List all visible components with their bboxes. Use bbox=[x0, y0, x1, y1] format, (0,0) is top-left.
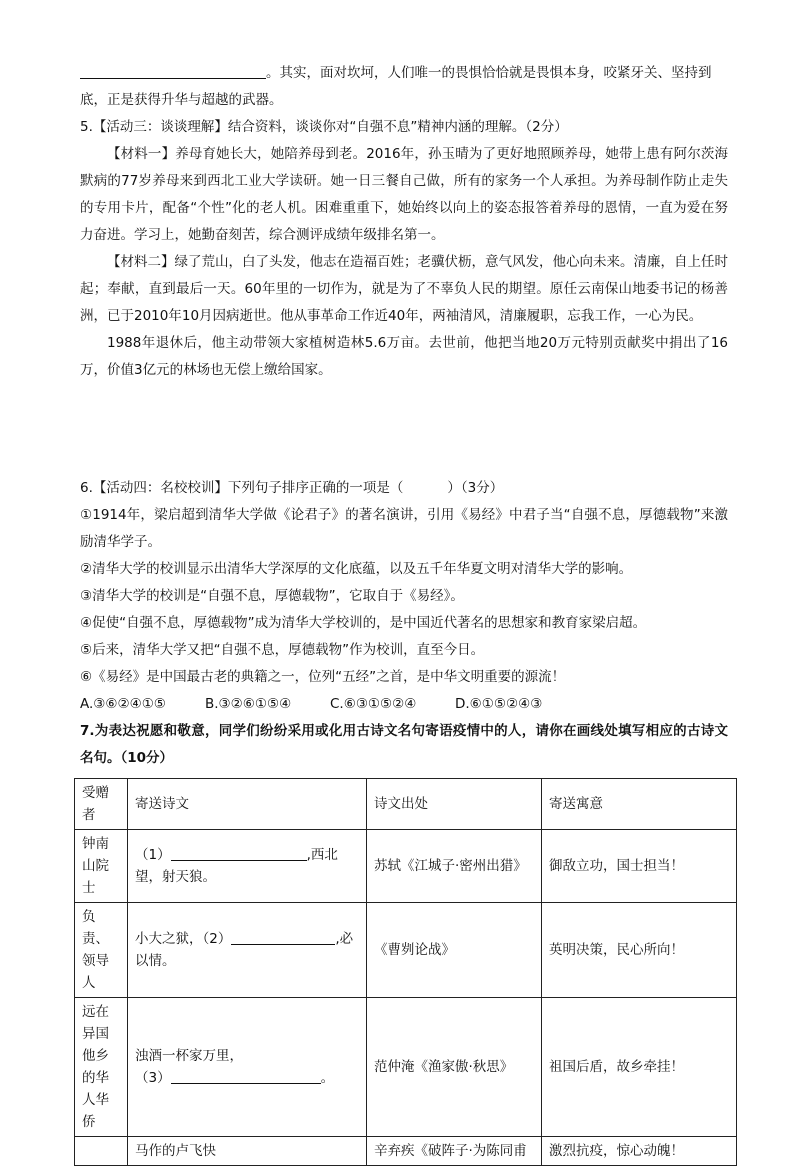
option-a[interactable]: A.③⑥②④①⑤ bbox=[80, 696, 166, 712]
q7-prompt: 7.为表达祝愿和敬意，同学们纷纷采用或化用古诗文名句寄语疫情中的人，请你在画线处填写相应的古诗文名句。（10分） bbox=[80, 723, 728, 766]
cell-meaning: 激烈抗疫，惊心动魄！ bbox=[542, 1137, 737, 1166]
cell-recipient: 远在异国他乡的华人华侨 bbox=[75, 998, 128, 1137]
cell-meaning: 祖国后盾，故乡牵挂！ bbox=[542, 998, 737, 1137]
q6-sentence-5: ⑤后来，清华大学又把“自强不息，厚德载物”作为校训，直至今日。 bbox=[80, 642, 485, 658]
poem-table bbox=[74, 778, 737, 1166]
cell-source: 辛弃疾《破阵子·为陈同甫 bbox=[367, 1137, 542, 1166]
q5-answer-space[interactable] bbox=[80, 384, 728, 475]
option-d[interactable]: D.⑥①⑤②④③ bbox=[455, 696, 543, 712]
cell-source: 苏轼《江城子·密州出猎》 bbox=[367, 830, 542, 903]
cell-recipient bbox=[75, 1137, 128, 1166]
q6-sentence-1: ①1914年，梁启超到清华大学做《论君子》的著名演讲，引用《易经》中君子当“自强不息，厚德载物”来激励清华学子。 bbox=[80, 507, 728, 550]
header-recipient: 受赠者 bbox=[75, 779, 128, 830]
table-row bbox=[75, 998, 737, 1137]
answer-blank-3[interactable] bbox=[171, 1068, 321, 1084]
answer-blank-2[interactable] bbox=[231, 929, 335, 945]
header-poem: 寄送诗文 bbox=[128, 779, 367, 830]
cell-meaning: 御敌立功，国士担当！ bbox=[542, 830, 737, 903]
q6-sentence-2: ②清华大学的校训显示出清华大学深厚的文化底蕴，以及五千年华夏文明对清华大学的影响。 bbox=[80, 561, 633, 577]
option-b[interactable]: B.③②⑥①⑤④ bbox=[205, 696, 292, 712]
q5-material-2-cont: 1988年退休后，他主动带领大家植树造林5.6万亩。去世前，他把当地20万元特别贡献奖中捐出了16万，价值3亿元的林场也无偿上缴给国家。 bbox=[80, 335, 728, 378]
table-header-row bbox=[75, 779, 737, 830]
table-row bbox=[75, 830, 737, 903]
q5-material-1: 【材料一】养母育她长大，她陪养母到老。2016年，孙玉晴为了更好地照顾养母，她带上患有阿尔茨海默病的77岁养母来到西北工业大学读研。她一日三餐自己做，所有的家务一个人承担。为养母制作防止走失的专用卡片，配备“个性”化的老人机。困难重重下，她始终以向上的姿态报答着养母的恩情，一直为爱在努力奋进。学习上，她勤奋刻苦，综合测评成绩年级排名第一。 bbox=[80, 146, 728, 243]
table-row bbox=[75, 903, 737, 998]
q5-prompt: 5.【活动三：谈谈理解】结合资料，谈谈你对“自强不息”精神内涵的理解。（2分） bbox=[80, 119, 568, 135]
header-source: 诗文出处 bbox=[367, 779, 542, 830]
answer-blank-1[interactable] bbox=[171, 845, 307, 861]
cell-meaning: 英明决策，民心所向！ bbox=[542, 903, 737, 998]
q6-sentence-6: ⑥《易经》是中国最古老的典籍之一，位列“五经”之首，是中华文明重要的源流！ bbox=[80, 669, 566, 685]
cell-poem: 浊酒一杯家万里， （3） 。 bbox=[128, 998, 367, 1137]
q6-options bbox=[80, 691, 728, 718]
q5-material-2: 【材料二】绿了荒山，白了头发，他志在造福百姓；老骥伏枥，意气风发，他心向未来。清廉，自上任时起；奉献，直到最后一天。60年里的一切作为，就是为了不辜负人民的期望。原任云南保山地委书记的杨善洲，已于2010年10月因病逝世。他从事革命工作近40年，两袖清风，清廉履职，忘我工作，一心为民。 bbox=[80, 254, 728, 324]
answer-blank[interactable] bbox=[80, 63, 266, 79]
q6-sentence-4: ④促使“自强不息，厚德载物”成为清华大学校训的，是中国近代著名的思想家和教育家梁启超。 bbox=[80, 615, 647, 631]
option-c[interactable]: C.⑥③①⑤②④ bbox=[330, 696, 417, 712]
header-meaning: 寄送寓意 bbox=[542, 779, 737, 830]
cell-recipient: 钟南山院士 bbox=[75, 830, 128, 903]
q6-prompt: 6.【活动四：名校校训】下列句子排序正确的一项是（ ）（3分） bbox=[80, 480, 504, 496]
cell-poem: （1） ,西北望，射天狼。 bbox=[128, 830, 367, 903]
cell-poem: 小大之狱，（2） ,必以情。 bbox=[128, 903, 367, 998]
q4-answer-continuation: 。其实，面对坎坷，人们唯一的畏惧恰恰就是畏惧本身，咬紧牙关、坚持到 bbox=[80, 60, 728, 87]
cell-poem: 马作的卢飞快 bbox=[128, 1137, 367, 1166]
cell-source: 《曹刿论战》 bbox=[367, 903, 542, 998]
q4-answer-continuation-2: 底，正是获得升华与超越的武器。 bbox=[80, 92, 283, 108]
exam-page bbox=[80, 60, 728, 1166]
table-row bbox=[75, 1137, 737, 1166]
cell-recipient: 负责、领导人 bbox=[75, 903, 128, 998]
cell-source: 范仲淹《渔家傲·秋思》 bbox=[367, 998, 542, 1137]
q6-sentence-3: ③清华大学的校训是“自强不息，厚德载物”，它取自于《易经》。 bbox=[80, 588, 464, 604]
